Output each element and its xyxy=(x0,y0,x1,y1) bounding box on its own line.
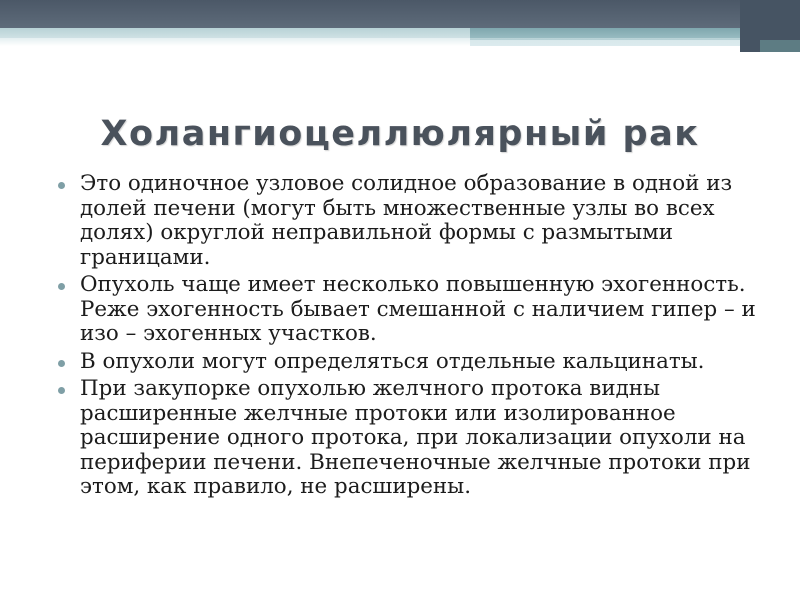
bullet-text: Это одиночное узловое солидное образование в одной из долей печени (могут быть множественные узлы во всех долях) округлой неправильной формы с размытыми границами. xyxy=(80,171,733,270)
header-band-teal-left xyxy=(0,28,470,38)
bullet-dot-icon xyxy=(58,360,65,367)
bullet-text: Опухоль чаще имеет несколько повышенную эхогенность. Реже эхогенность бывает смешанной с наличием гипер – и изо – эхогенных участков. xyxy=(80,272,756,346)
bullet-dot-icon xyxy=(58,182,65,189)
bullet-item xyxy=(56,377,764,500)
bullet-item xyxy=(56,350,764,375)
header-corner-teal xyxy=(760,40,800,52)
header-band-dark xyxy=(0,0,800,28)
header-band-fade xyxy=(0,38,800,46)
slide-title: Холангиоцеллюлярный рак xyxy=(100,114,700,154)
bullet-item xyxy=(56,172,764,270)
bullet-text: В опухоли могут определяться отдельные кальцинаты. xyxy=(80,348,705,374)
bullet-item xyxy=(56,273,764,347)
bullet-list xyxy=(56,172,764,503)
bullet-dot-icon xyxy=(58,387,65,394)
bullet-dot-icon xyxy=(58,283,65,290)
bullet-text: При закупорке опухолью желчного протока видны расширенные желчные протоки или изолированное расширение одного протока, при локализации опухоли на периферии печени. Внепеченочные желчные протоки при этом, как правило, не расширены. xyxy=(80,376,751,499)
